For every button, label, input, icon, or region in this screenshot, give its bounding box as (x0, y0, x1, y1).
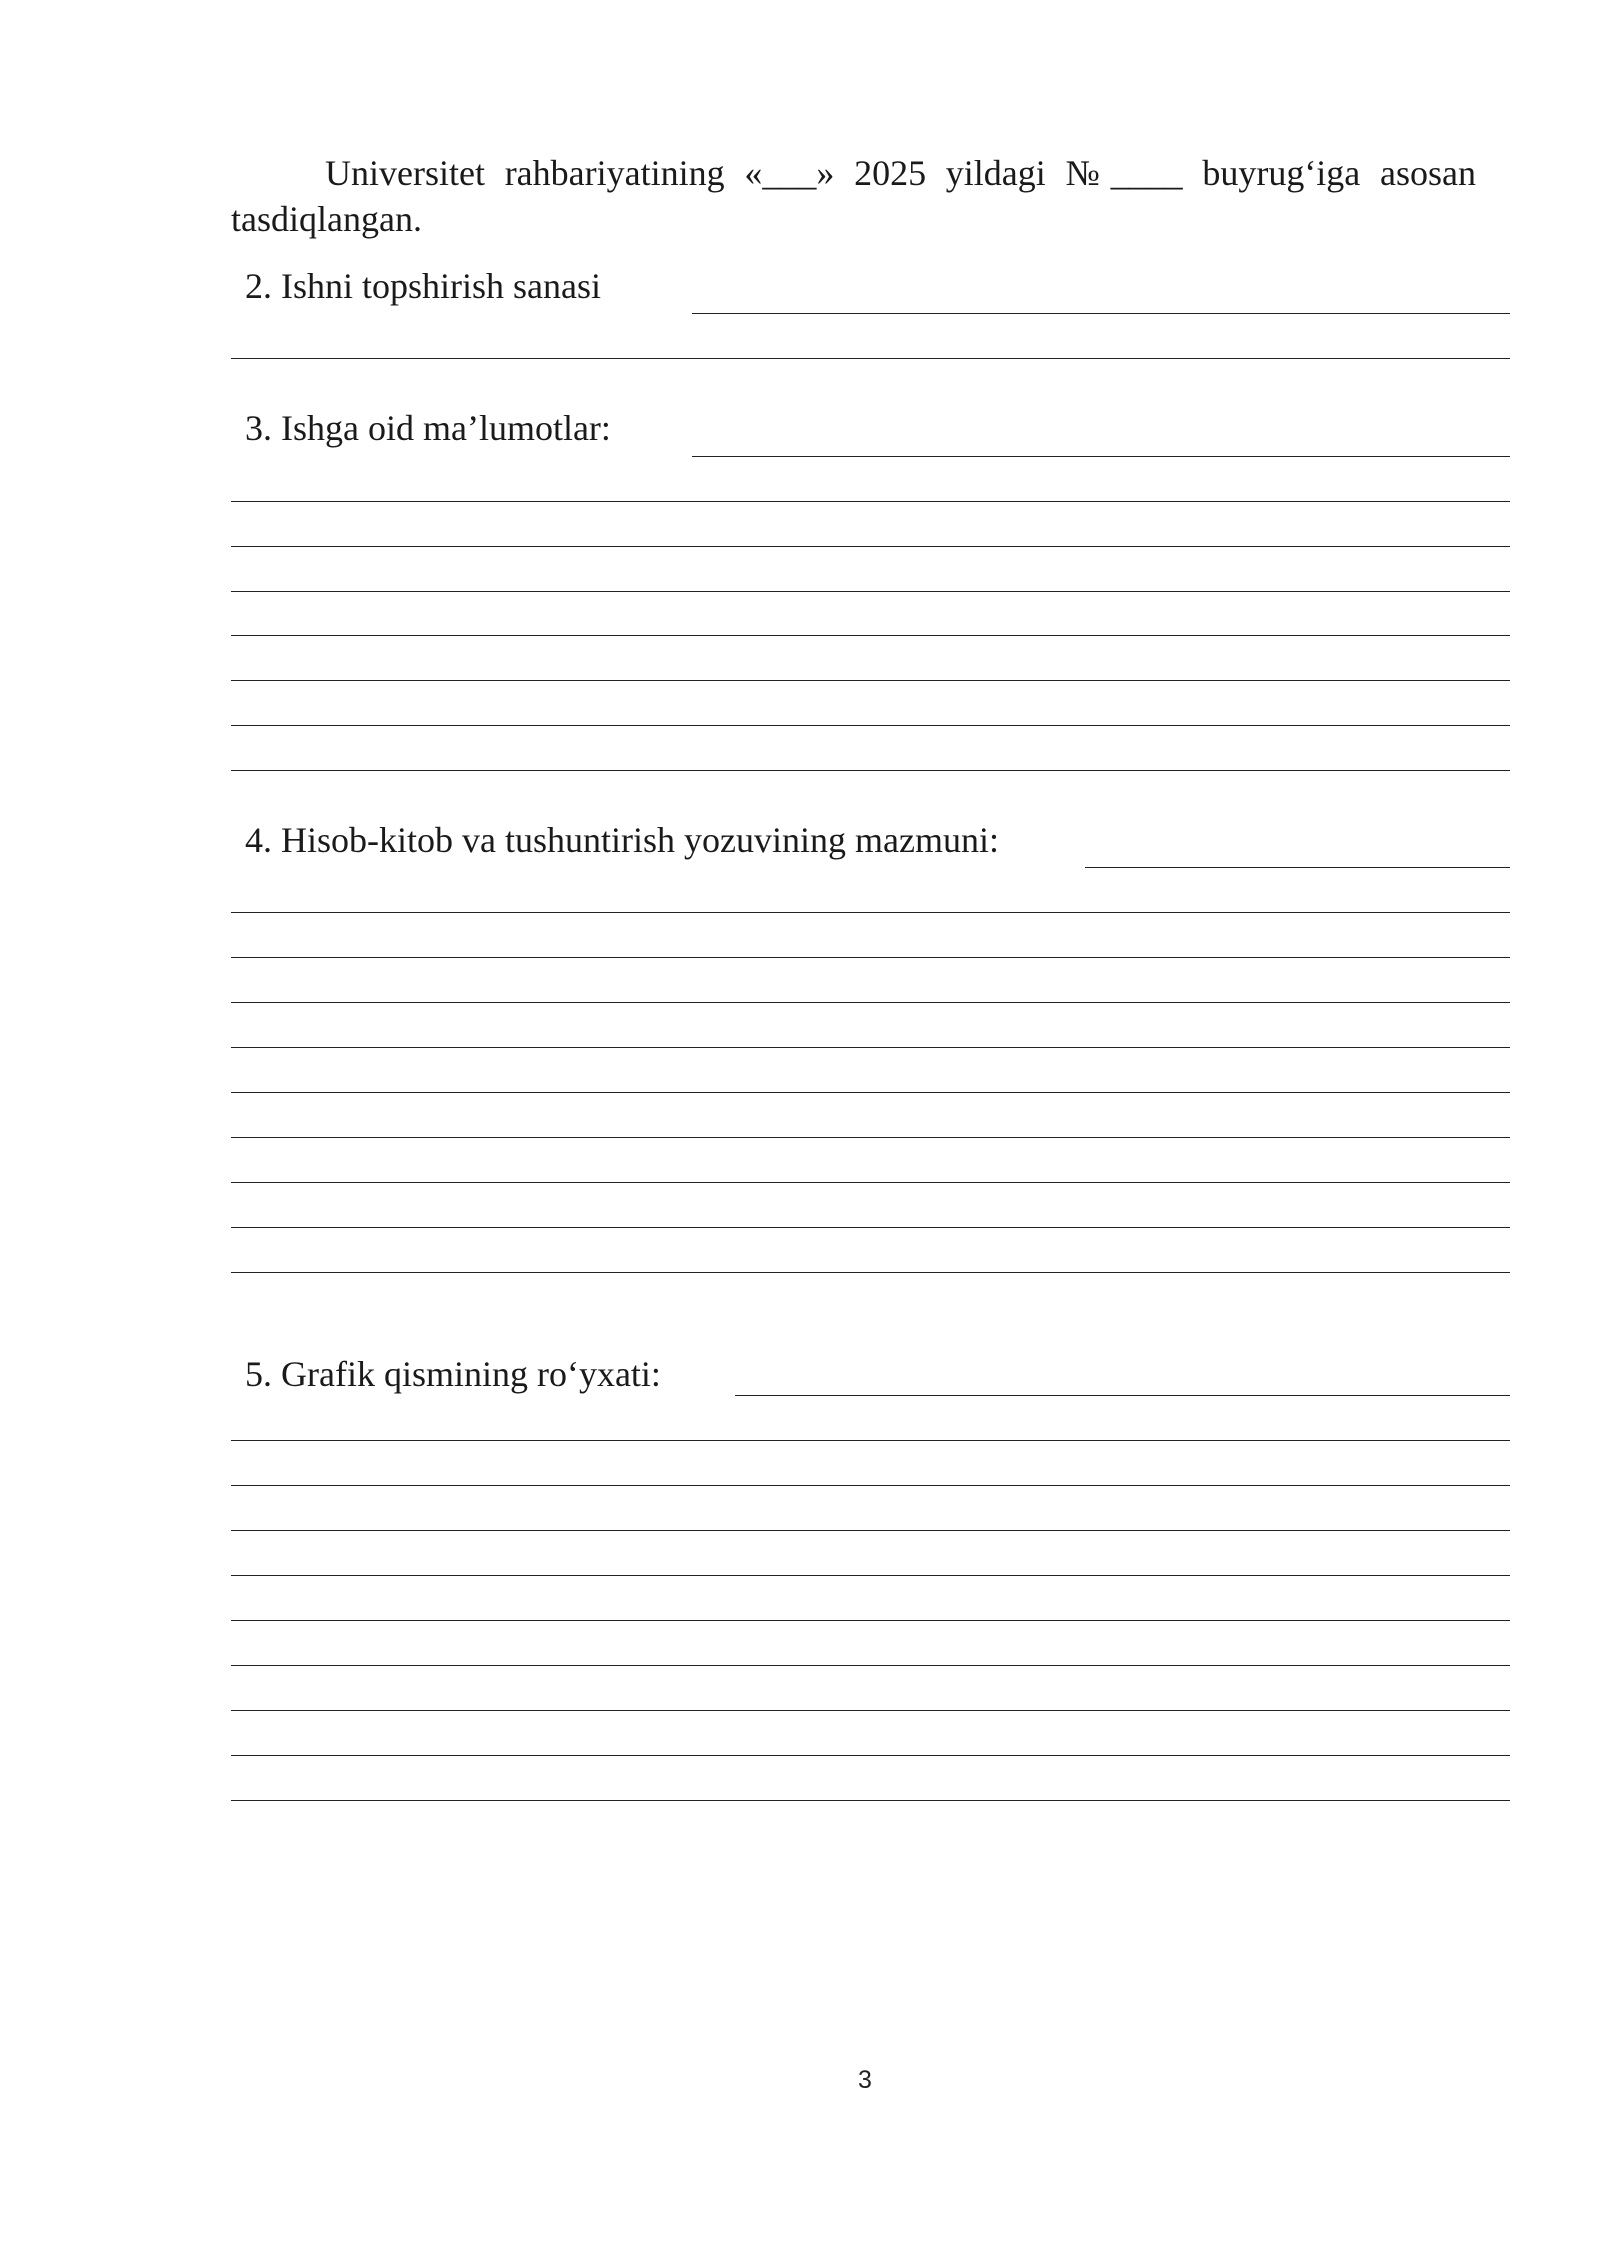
section-3-answer-line (231, 546, 1510, 547)
intro-line-2: tasdiqlangan. (231, 199, 422, 239)
section-5-heading: 5. Grafik qismining ro‘yxati: (245, 1354, 661, 1394)
section-5-answer-line (231, 1620, 1510, 1621)
section-4-answer-line (231, 1182, 1510, 1183)
section-2-answer-line (231, 358, 1510, 359)
section-5-answer-line (231, 1575, 1510, 1576)
section-3-answer-line (231, 501, 1510, 502)
section-4-answer-line (231, 1092, 1510, 1093)
section-4-answer-line (231, 957, 1510, 958)
section-4-answer-line (231, 1227, 1510, 1228)
intro-line-1: Universitet rahbariyatining «___» 2025 yildagi №____ buyrug‘iga asosan (325, 153, 1476, 193)
section-3-answer-line (231, 591, 1510, 592)
section-4-answer-line (231, 1047, 1510, 1048)
section-4-answer-line (231, 1272, 1510, 1273)
section-4-answer-line (231, 912, 1510, 913)
section-4-answer-line (231, 1137, 1510, 1138)
section-2-heading: 2. Ishni topshirish sanasi (245, 266, 601, 306)
section-5-answer-line (735, 1395, 1510, 1396)
section-3-answer-line (231, 770, 1510, 771)
section-4-answer-line (1085, 867, 1510, 868)
section-5-answer-line (231, 1530, 1510, 1531)
section-5-answer-line (231, 1800, 1510, 1801)
section-3-answer-line (231, 680, 1510, 681)
section-3-answer-line (231, 725, 1510, 726)
page-number: 3 (858, 2066, 872, 2094)
section-5-answer-line (231, 1710, 1510, 1711)
section-5-answer-line (231, 1755, 1510, 1756)
section-3-answer-line (231, 635, 1510, 636)
section-4-answer-line (231, 1002, 1510, 1003)
section-4-heading: 4. Hisob-kitob va tushuntirish yozuvining mazmuni: (245, 820, 999, 860)
section-5-answer-line (231, 1440, 1510, 1441)
section-5-answer-line (231, 1485, 1510, 1486)
section-3-answer-line (692, 456, 1510, 457)
section-5-answer-line (231, 1665, 1510, 1666)
section-2-answer-line (692, 313, 1510, 314)
section-3-heading: 3. Ishga oid ma’lumotlar: (245, 408, 611, 448)
intro-paragraph (231, 150, 1476, 242)
